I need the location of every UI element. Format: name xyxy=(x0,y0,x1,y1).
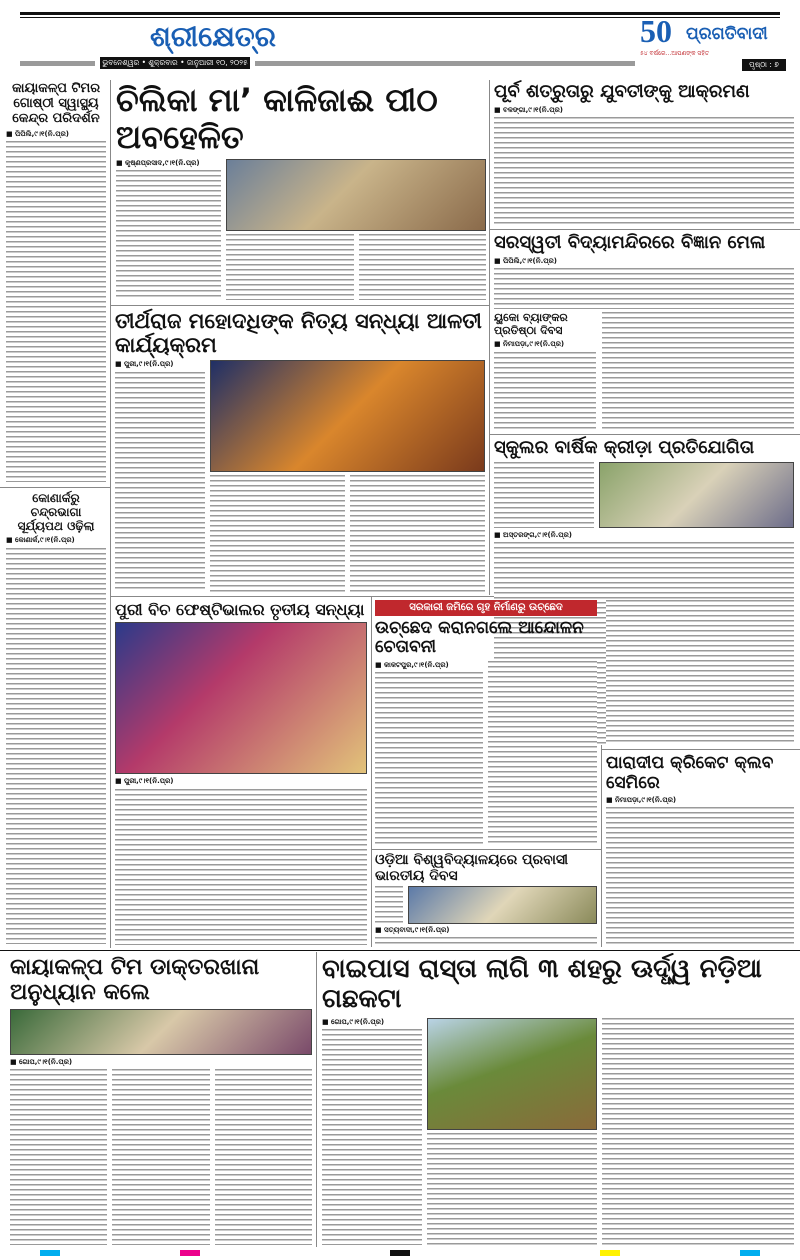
divider xyxy=(111,305,489,306)
article-body xyxy=(602,1018,794,1245)
section-title: ଶ୍ରୀକ୍ଷେତ୍ର xyxy=(150,20,277,53)
article-attack xyxy=(494,82,794,225)
headline: ପାରାଦୀପ କ୍ରିକେଟ କ୍ଲବ ସେମିରେ xyxy=(606,753,774,793)
dateline: ■ କୋଣାର୍କ,୯।୧(ନି.ପ୍ର) xyxy=(6,536,75,545)
page-number: ପୃଷ୍ଠା : ୭ xyxy=(742,59,786,71)
article-body xyxy=(359,234,487,300)
article-body xyxy=(6,548,106,944)
article-body xyxy=(375,937,597,947)
article-body xyxy=(322,1029,422,1245)
dateline: ■ କାକଟପୁର,୯।୧(ନି.ପ୍ର) xyxy=(375,660,449,669)
column-divider xyxy=(316,952,317,1247)
dateline: ■ ପୁରୀ,୯।୧(ନି.ପ୍ର) xyxy=(115,777,174,786)
header-bar-middle xyxy=(255,61,635,66)
article-body xyxy=(116,170,221,300)
anniversary-logo: 50 xyxy=(640,13,672,49)
divider xyxy=(372,849,601,850)
article-body xyxy=(602,312,794,430)
headline: ୟୁକୋ ବ୍ୟାଙ୍କର ପ୍ରତିଷ୍ଠା ଦିବସ xyxy=(494,311,568,337)
article-science-fair-continued xyxy=(602,312,794,430)
headline: ଉଚ୍ଛେଦ କରାନଗଲେ ଆନ୍ଦୋଳନ ଚେତାବନୀ xyxy=(375,617,584,658)
beach-festival-photo xyxy=(115,622,367,774)
article-uco-bank xyxy=(494,312,596,430)
article-body xyxy=(6,141,106,482)
tree-felling-photo xyxy=(427,1018,597,1130)
main-headline: ଚିଲିକା ମା’ କାଳିଜାଈ ପୀଠ ଅବହେଳିତ xyxy=(116,81,438,156)
divider xyxy=(0,950,800,951)
article-hospital-visit xyxy=(10,955,312,1245)
dateline: ■ ଗୋପ,୯।୧(ନି.ପ୍ର) xyxy=(10,1057,73,1066)
article-body xyxy=(494,117,794,225)
article-body xyxy=(427,1133,597,1245)
divider xyxy=(490,434,800,435)
aarti-photo xyxy=(210,360,485,472)
article-body xyxy=(488,661,597,845)
article-body xyxy=(210,475,345,592)
article-body xyxy=(606,600,794,745)
headline: ତୀର୍ଥରାଜ ମହୋଦଧିଙ୍କ ନିତ୍ୟ ସନ୍ଧ୍ୟା ଆଳତୀ କାର୍ଯ୍ୟକ୍ରମ xyxy=(115,309,482,358)
dateline: ■ ସତ୍ୟବାଦୀ,୯।୧(ନି.ପ୍ର) xyxy=(375,926,450,935)
dateline: ■ ଅସ୍ତରଙ୍ଗ,୯।୧(ନି.ପ୍ର) xyxy=(494,530,572,539)
university-photo xyxy=(408,886,597,924)
divider xyxy=(0,487,110,488)
article-body xyxy=(350,475,485,592)
registration-mark xyxy=(40,1250,60,1256)
dateline: ■ ନିମାପଡ଼ା,୯।୧(ନି.ପ୍ର) xyxy=(606,796,677,805)
headline: ପୂର୍ବ ଶତ୍ରୁତାରୁ ଯୁବତୀଙ୍କୁ ଆକ୍ରମଣ xyxy=(494,81,750,102)
column-divider xyxy=(110,80,111,948)
paper-name: ପ୍ରଗତିବାଦୀ xyxy=(686,24,768,44)
dateline: ■ ବଳଙ୍ଗା,୯।୧(ନି.ପ୍ର) xyxy=(494,105,564,114)
anniversary-tagline: ୫୪ ବର୍ଷରେ...ଆପଣଙ୍କ ସହିତ xyxy=(640,50,710,57)
dateline: ■ ପୁରୀ,୯।୧(ନି.ପ୍ର) xyxy=(115,360,174,369)
column-divider xyxy=(489,80,490,595)
article-body xyxy=(494,268,794,309)
article-body xyxy=(375,886,403,924)
article-body xyxy=(375,672,483,845)
article-eviction xyxy=(375,600,597,845)
headline: ସ୍କୁଲର ବାର୍ଷିକ କ୍ରୀଡ଼ା ପ୍ରତିଯୋଗିତା xyxy=(494,437,755,458)
article-pravasi-divas xyxy=(375,852,597,947)
hospital-team-photo xyxy=(10,1009,312,1055)
registration-mark xyxy=(600,1250,620,1256)
article-body xyxy=(606,807,794,945)
column-divider xyxy=(371,597,372,947)
dateline: ■ ଗୋପ,୯।୧(ନି.ପ୍ର) xyxy=(322,1017,385,1026)
dateline: ■ ପିପିଲି,୯।୧(ନି.ପ୍ର) xyxy=(494,256,557,265)
dateline: ■ ପିପିଲି,୯।୧(ନି.ପ୍ର) xyxy=(6,129,69,138)
divider xyxy=(602,749,800,750)
article-body xyxy=(215,1069,312,1245)
registration-mark xyxy=(180,1250,200,1256)
article-beach-festival xyxy=(115,601,367,945)
article-bypass-trees xyxy=(322,955,794,1245)
headline: କାୟାକଳ୍ପ ଟିମ ଡାକ୍ତରଖାନା ଅନୁଧ୍ୟାନ କଲେ xyxy=(10,955,260,1006)
article-sea-aarti xyxy=(115,309,485,592)
kalijai-temple-photo xyxy=(226,159,486,231)
headline: କାୟାକଳ୍ପ ଟିମର ଗୋଷ୍ଠୀ ସ୍ୱାସ୍ଥ୍ୟ କେନ୍ଦ୍ର ପରିଦର୍ଶନ xyxy=(11,81,101,126)
headline: ସରସ୍ୱତୀ ବିଦ୍ୟାମନ୍ଦିରରେ ବିଜ୍ଞାନ ମେଳା xyxy=(494,232,766,253)
header-dateline: ଭୁବନେଶ୍ୱର • ଶୁକ୍ରବାର • ଜାନୁଆରୀ ୧୦, ୨୦୨୫ xyxy=(100,57,250,69)
headline: ଓଡ଼ିଆ ବିଶ୍ୱବିଦ୍ୟାଳୟରେ ପ୍ରବାସୀ ଭାରତୀୟ ଦିବସ xyxy=(375,852,569,885)
dateline: ■ କୃଷ୍ଣପ୍ରସାଦ,୯।୧(ନି.ପ୍ର) xyxy=(116,158,200,167)
article-body xyxy=(115,789,367,945)
headline: ପୁରୀ ବିଚ ଫେଷ୍ଟିଭାଲର ତୃତୀୟ ସନ୍ଧ୍ୟା xyxy=(115,600,365,619)
article-konark xyxy=(6,492,106,944)
article-science-fair xyxy=(494,233,794,309)
article-body xyxy=(494,462,594,528)
registration-mark xyxy=(390,1250,410,1256)
article-body xyxy=(226,234,354,300)
dateline: ■ ନିମାପଡ଼ା,୯।୧(ନି.ପ୍ର) xyxy=(494,340,565,349)
article-kalijai xyxy=(116,82,486,300)
article-body xyxy=(494,352,596,430)
article-eviction-continued xyxy=(606,600,794,745)
article-cricket xyxy=(606,754,794,945)
sports-photo xyxy=(599,462,794,528)
divider xyxy=(490,229,800,230)
article-body xyxy=(10,1069,107,1245)
kicker-banner: ସରକାରୀ ଜମିରେ ଗୃହ ନିର୍ମାଣରୁ ଉଚ୍ଛେଦ xyxy=(375,600,597,616)
headline: ବାଇପାସ ରାସ୍ତା ଲାଗି ୩ ଶହରୁ ଊର୍ଦ୍ଧ୍ୱ ନଡ଼ିଆ ଗଛକଟା xyxy=(322,954,762,1014)
article-body xyxy=(115,372,205,592)
header-bar-left xyxy=(20,61,95,66)
registration-mark xyxy=(740,1250,760,1256)
article-kayakalpa-visit xyxy=(6,82,106,482)
headline: କୋଣାର୍କରୁ ଚନ୍ଦ୍ରଭାଗା ସୂର୍ଯ୍ୟପଥ ଓଢ଼ିଲା xyxy=(17,491,95,533)
article-body xyxy=(112,1069,209,1245)
